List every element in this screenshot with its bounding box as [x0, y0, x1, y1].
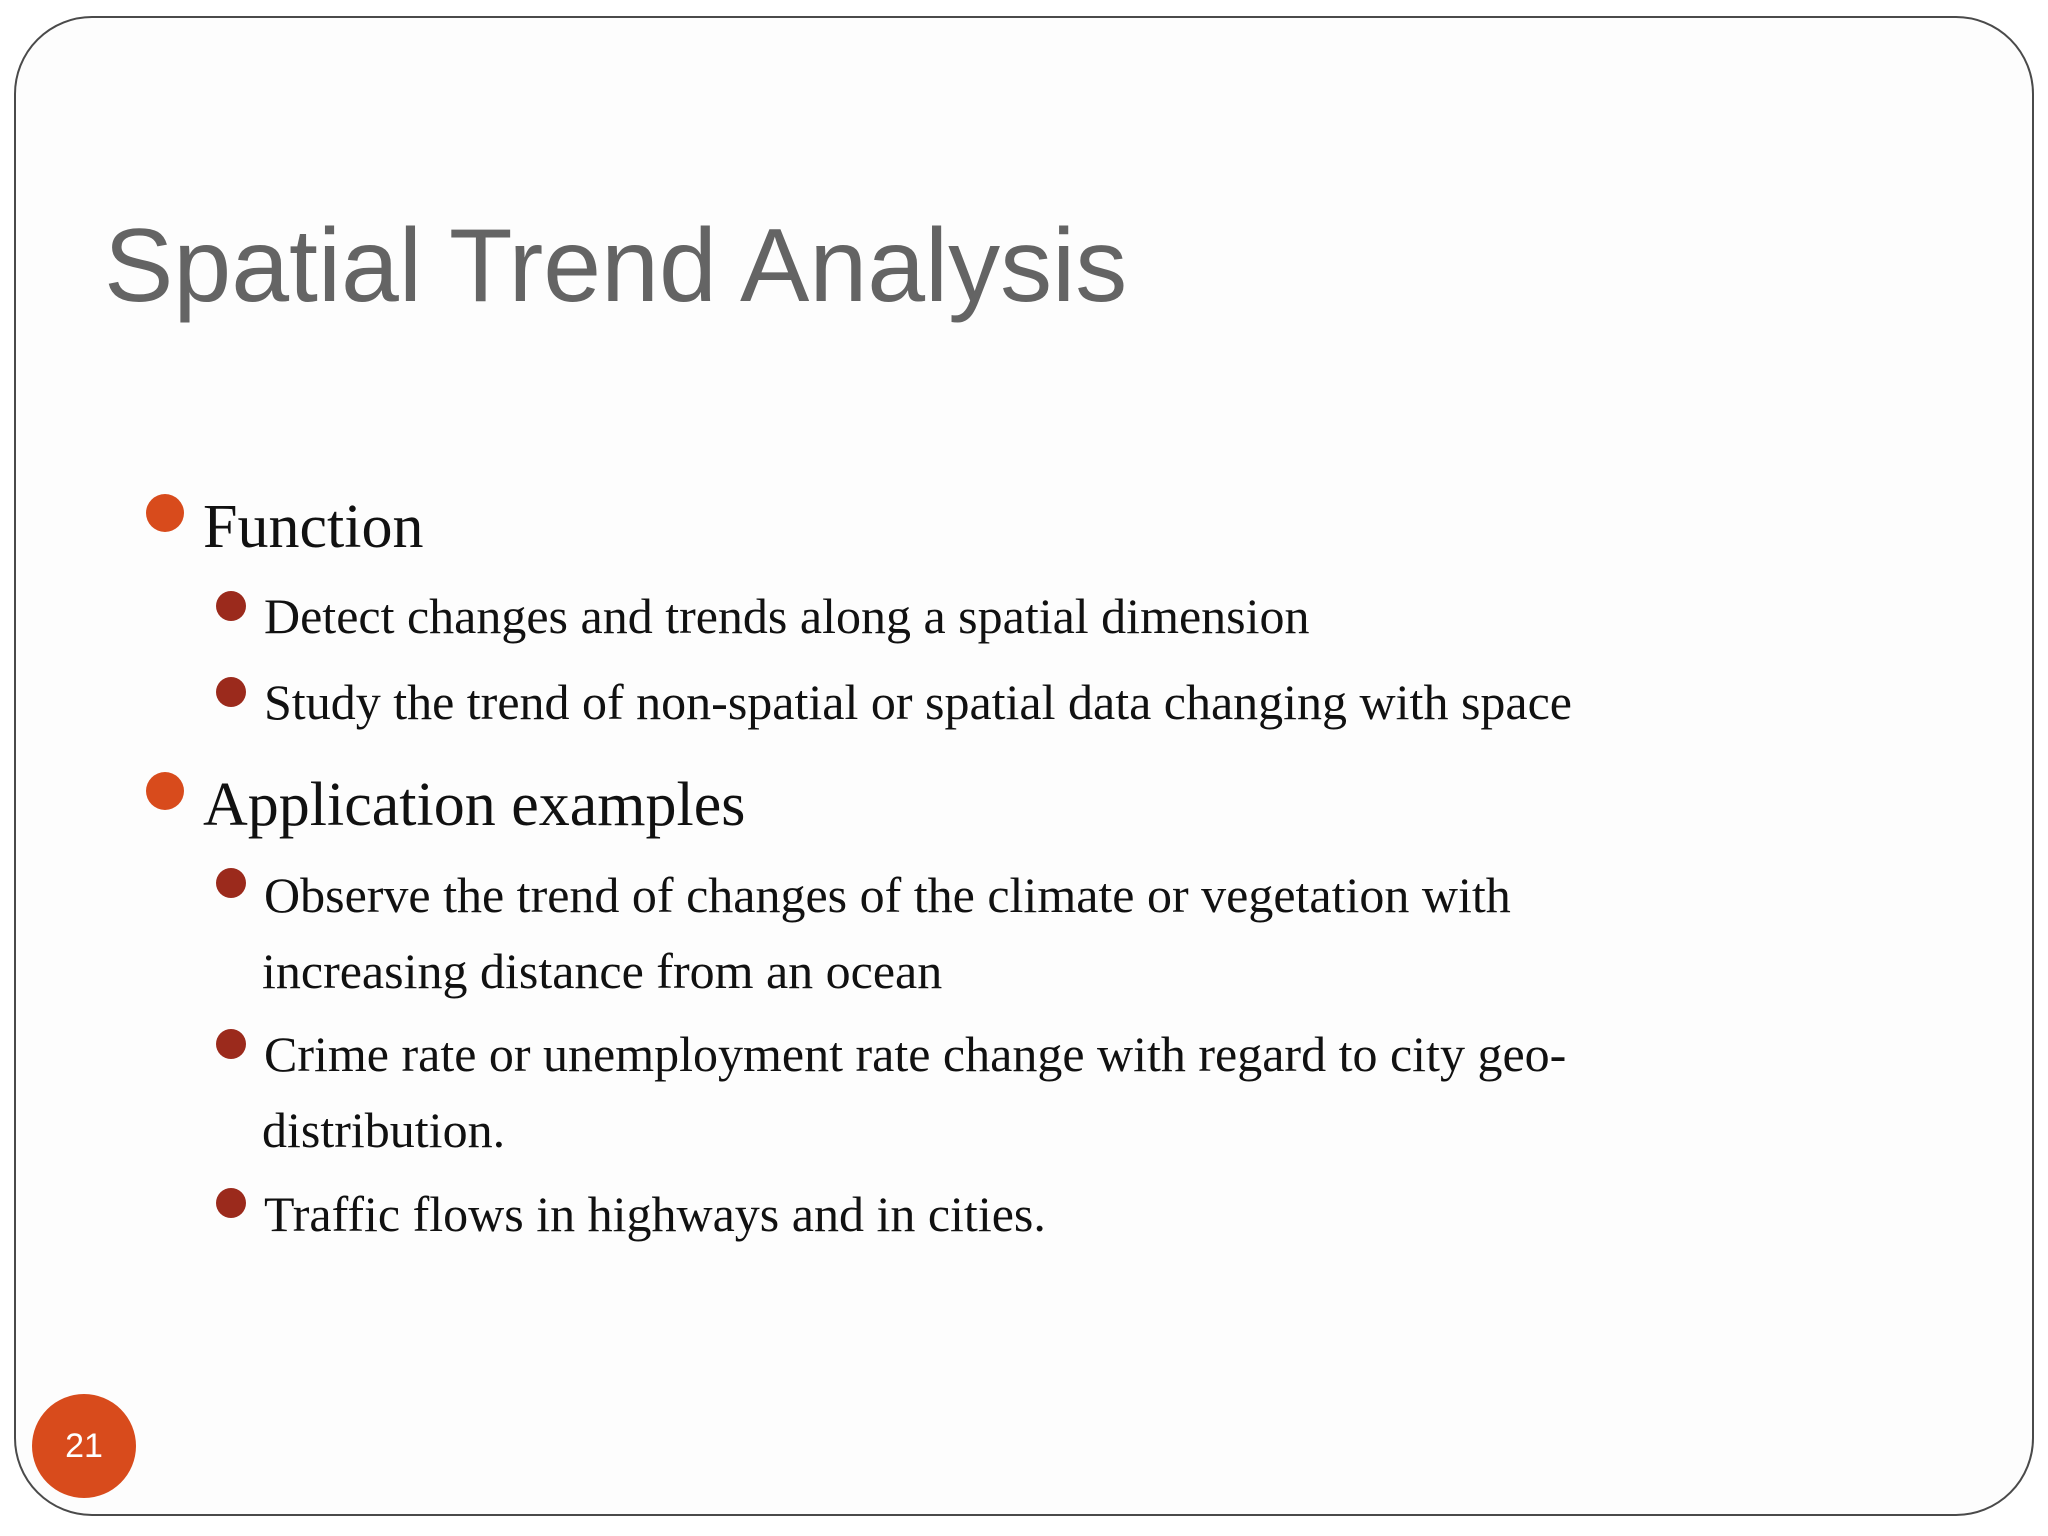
sub-bullet-dot-icon [216, 1188, 246, 1218]
bullet-dot-icon [146, 772, 184, 810]
bullet-application-examples: Application examples [203, 771, 746, 839]
sub-bullet-line: Study the trend of non-spatial or spatial data changing with space [264, 674, 1572, 730]
sub-bullet-study-trend [264, 664, 1572, 740]
bullet-function: Function [203, 493, 424, 561]
sub-bullet-detect-changes [264, 578, 1310, 654]
sub-bullet-dot-icon [216, 591, 246, 621]
sub-bullet-line: Traffic flows in highways and in cities. [264, 1186, 1046, 1242]
sub-bullet-dot-icon [216, 677, 246, 707]
sub-bullet-crime-rate [264, 1016, 1566, 1168]
sub-bullet-line: Crime rate or unemployment rate change with regard to city geo- [264, 1026, 1567, 1082]
sub-bullet-dot-icon [216, 1029, 246, 1059]
sub-bullet-line: Detect changes and trends along a spatial dimension [264, 588, 1310, 644]
bullet-dot-icon [146, 494, 184, 532]
sub-bullet-line: Observe the trend of changes of the climate or vegetation with [264, 867, 1511, 923]
sub-bullet-line-continued: increasing distance from an ocean [262, 943, 943, 999]
slide-title: Spatial Trend Analysis [104, 208, 1128, 324]
page-number-badge: 21 [32, 1394, 136, 1498]
sub-bullet-dot-icon [216, 868, 246, 898]
sub-bullet-traffic-flows [264, 1176, 1046, 1252]
sub-bullet-line-continued: distribution. [262, 1102, 506, 1158]
sub-bullet-climate [264, 857, 1511, 1009]
